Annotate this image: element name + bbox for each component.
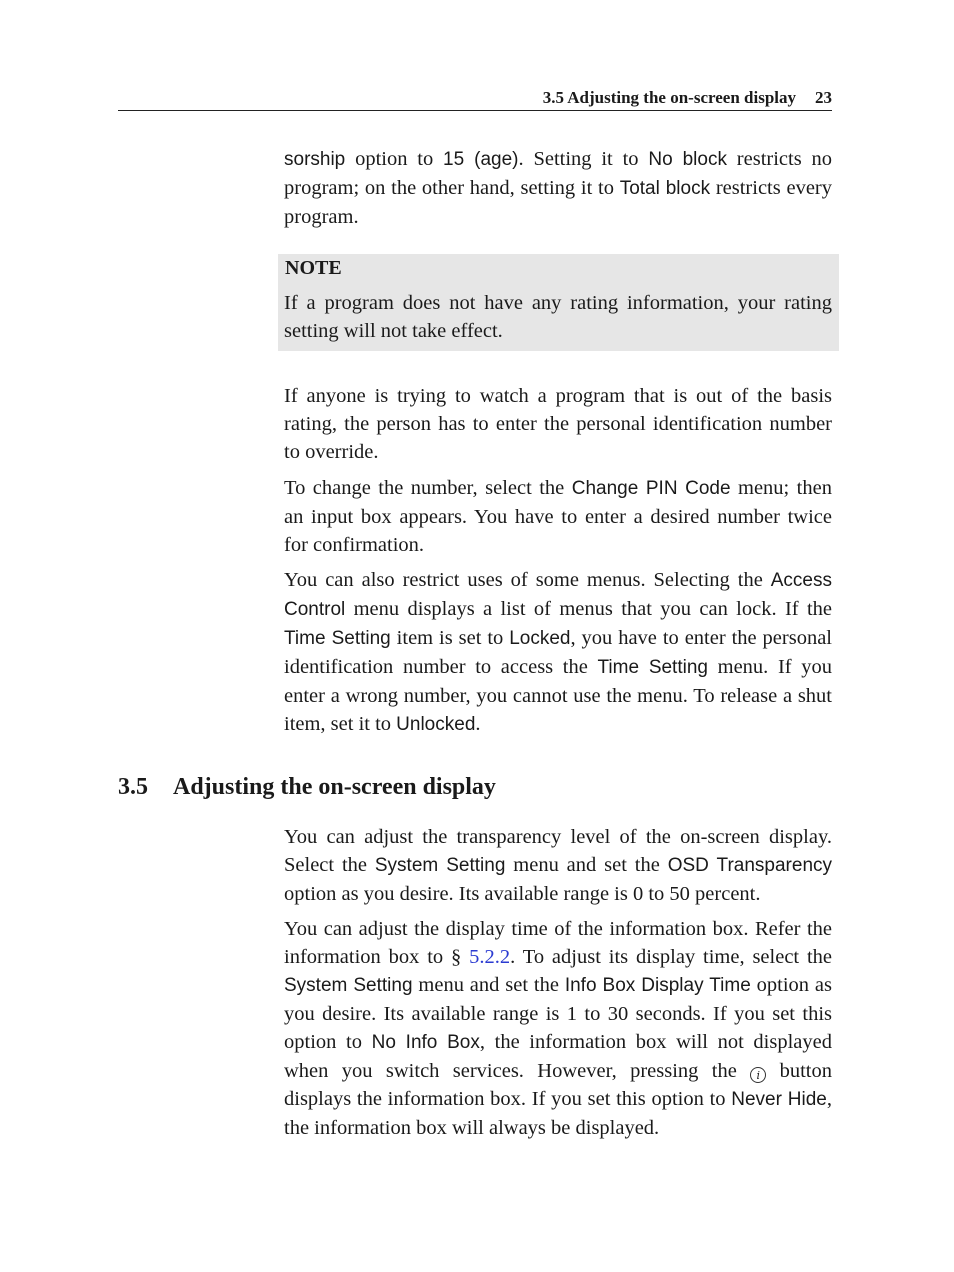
note-title: NOTE — [285, 257, 342, 279]
paragraph-access-control: You can also restrict uses of some menus. Selecting the Access Control menu displays a list of menus that you can lock. If the Time Setting item is set to Locked, you have to enter the personal identification number to access the Time Setting menu. If you enter a wrong number, you cannot use the menu. To release a shut item, set it to Unlocked. — [284, 569, 833, 735]
section-reference-link[interactable]: 5.2.2 — [469, 946, 511, 968]
section-heading — [118, 772, 496, 802]
paragraph-change-pin: To change the number, select the Change PIN Code menu; then an input box appears. You have to enter a desired number twice for confirmation. — [284, 477, 832, 556]
page-number: 23 — [815, 88, 832, 107]
paragraph-rating-options: sorship option to 15 (age). Setting it to No block restricts no program; on the other hand, setting it to Total block restricts every program. — [284, 148, 832, 228]
paragraph-info-box-time: You can adjust the display time of the information box. Refer the information box to § 5.2.2. To adjust its display time, select the System Setting menu and set the Info Box Display Time option as you desire. Its available range is 1 to 30 seconds. If you set this option to No Info Box, the information box will not displayed when you switch services. However, pressing the i button displays the information box. If you set this option to Never Hide, the information box will always be displayed. — [284, 918, 833, 1139]
info-button-icon: i — [750, 1067, 766, 1083]
note-box — [278, 254, 839, 351]
note-text: If a program does not have any rating information, your rating setting will not take effect. — [284, 292, 832, 342]
section-number: 3.5 — [118, 774, 148, 800]
running-head-title: 3.5 Adjusting the on-screen display — [542, 88, 796, 107]
paragraph-osd-transparency: You can adjust the transparency level of the on-screen display. Select the System Setting menu and set the OSD Transparency option as you desire. Its available range is 0 to 50 percent. — [284, 826, 833, 905]
section-title: Adjusting the on-screen display — [173, 774, 496, 800]
paragraph-override: If anyone is trying to watch a program that is out of the basis rating, the person has to enter the personal identification number to override. — [284, 385, 832, 463]
running-head — [118, 86, 832, 111]
